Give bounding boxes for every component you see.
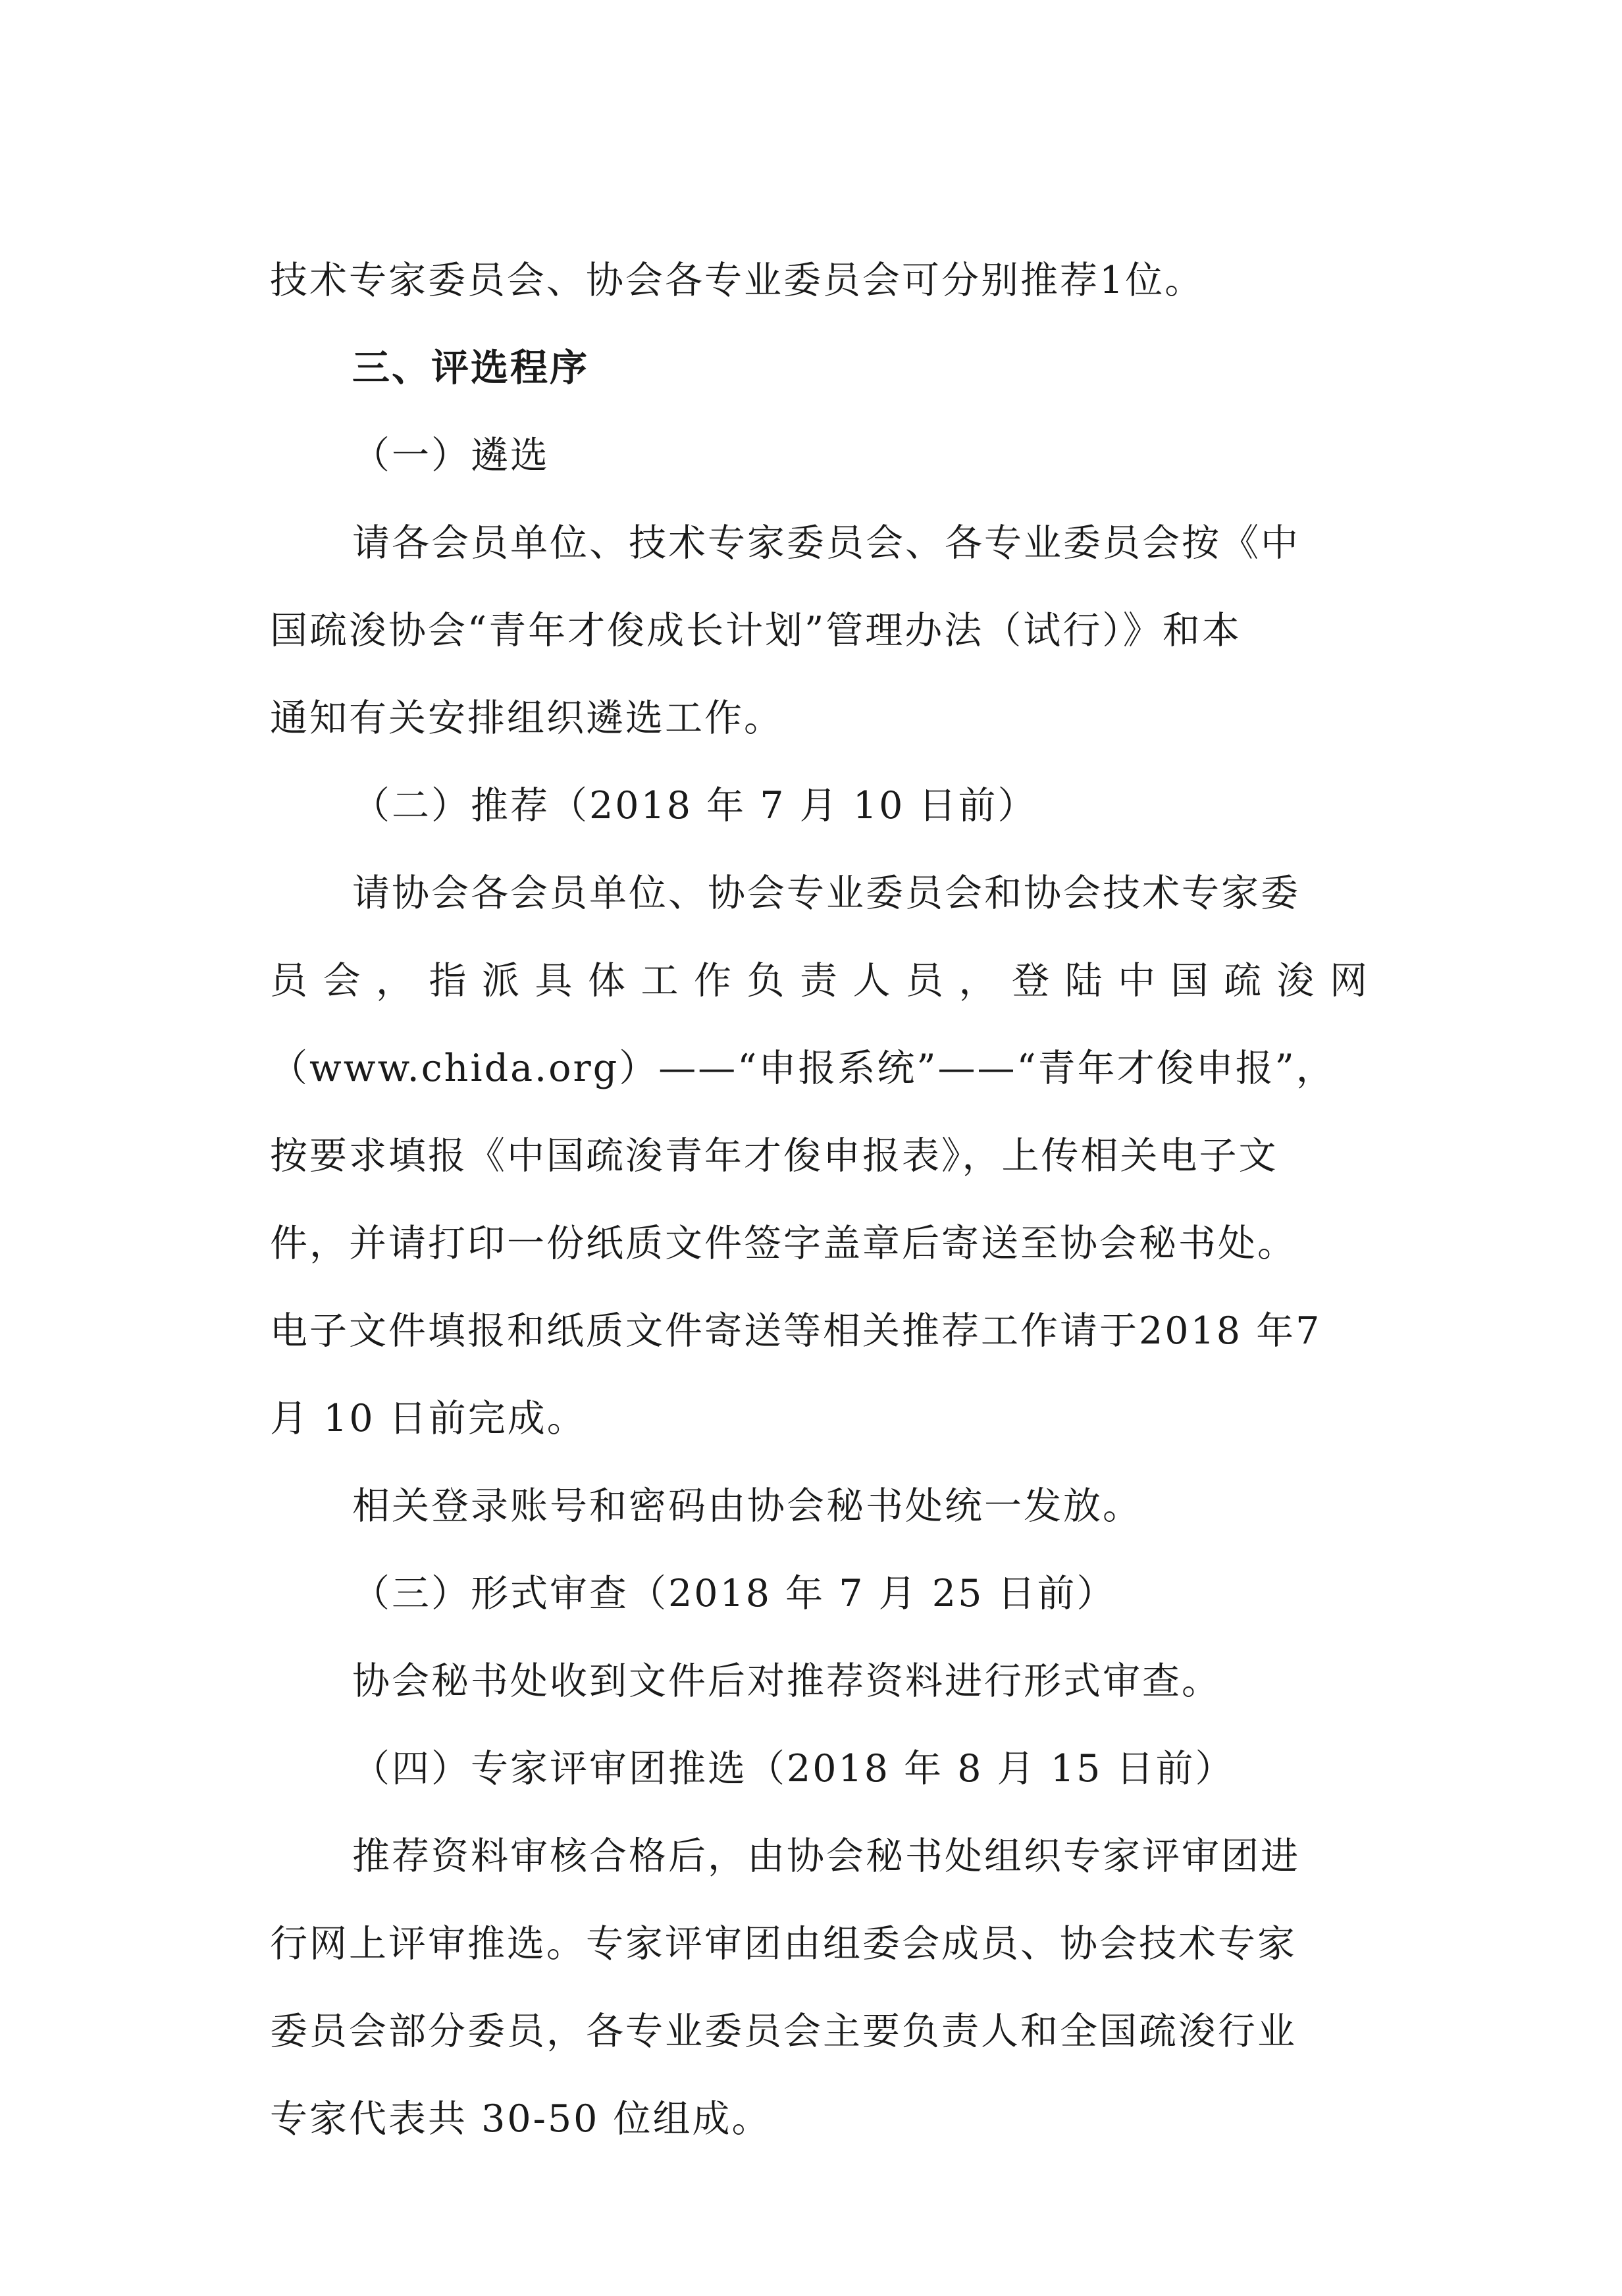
spread-char: 体 (588, 959, 627, 1003)
paragraph-line: 委员会部分委员，各专业委员会主要负责人和全国疏浚行业 (270, 2010, 1297, 2053)
spread-char: 责 (800, 959, 839, 1003)
spread-char: 负 (746, 959, 787, 1003)
spread-char: 国 (1170, 959, 1211, 1003)
paragraph-line: 国疏浚协会“青年才俊成长计划”管理办法（试行）》和本 (270, 609, 1242, 652)
subsection-heading: （四）专家评审团推选（2018 年 8 月 15 日前） (352, 1747, 1235, 1790)
paragraph-line: 请各会员单位、技术专家委员会、各专业委员会按《中 (352, 521, 1300, 565)
spread-char: 网 (1330, 959, 1369, 1003)
spread-char: 作 (694, 959, 733, 1003)
spread-char: 会 (323, 959, 363, 1003)
spread-char: 中 (1118, 959, 1157, 1003)
paragraph-line: 技术专家委员会、协会各专业委员会可分别推荐1位。 (270, 259, 1205, 302)
section-heading: 三、评选程序 (352, 346, 589, 390)
paragraph-line: 专家代表共 30-50 位组成。 (270, 2097, 772, 2141)
paragraph-line: 请协会各会员单位、协会专业委员会和协会技术专家委 (352, 872, 1300, 915)
spread-char: 派 (482, 959, 521, 1003)
spread-char: 员 (906, 959, 945, 1003)
spread-char: 浚 (1276, 959, 1317, 1003)
paragraph-line: 按要求填报《中国疏浚青年才俊申报表》，上传相关电子文 (270, 1134, 1278, 1178)
subsection-heading: （一）遴选 (352, 434, 550, 477)
paragraph-line: 协会秘书处收到文件后对推荐资料进行形式审查。 (352, 1659, 1221, 1703)
spread-char: 人 (852, 959, 893, 1003)
paragraph-line: 月 10 日前完成。 (270, 1397, 587, 1440)
paragraph-line: 电子文件填报和纸质文件寄送等相关推荐工作请于2018 年7 (270, 1309, 1322, 1353)
spread-char: 具 (535, 959, 575, 1003)
spread-char: 指 (429, 959, 469, 1003)
paragraph-line: 件，并请打印一份纸质文件签字盖章后寄送至协会秘书处。 (270, 1222, 1297, 1265)
spread-char: 陆 (1064, 959, 1105, 1003)
paragraph-line: （www.chida.org）——“申报系统”——“青年才俊申报”， (270, 1047, 1336, 1090)
subsection-heading: （三）形式审查（2018 年 7 月 25 日前） (352, 1572, 1116, 1615)
spread-char: ， (958, 959, 999, 1003)
paragraph-line: 行网上评审推选。专家评审团由组委会成员、协会技术专家 (270, 1922, 1297, 1966)
subsection-heading: （二）推荐（2018 年 7 月 10 日前） (352, 784, 1037, 827)
spread-char: 登 (1012, 959, 1051, 1003)
spread-char: ， (376, 959, 415, 1003)
document-page (270, 237, 1369, 2163)
paragraph-line: 推荐资料审核合格后，由协会秘书处组织专家评审团进 (352, 1835, 1300, 1878)
spread-char: 工 (641, 959, 681, 1003)
paragraph-line: 相关登录账号和密码由协会秘书处统一发放。 (352, 1484, 1142, 1528)
spread-char: 疏 (1224, 959, 1263, 1003)
paragraph-line-spread (270, 937, 1369, 1025)
paragraph-line: 通知有关安排组织遴选工作。 (270, 696, 783, 740)
spread-char: 员 (270, 959, 309, 1003)
